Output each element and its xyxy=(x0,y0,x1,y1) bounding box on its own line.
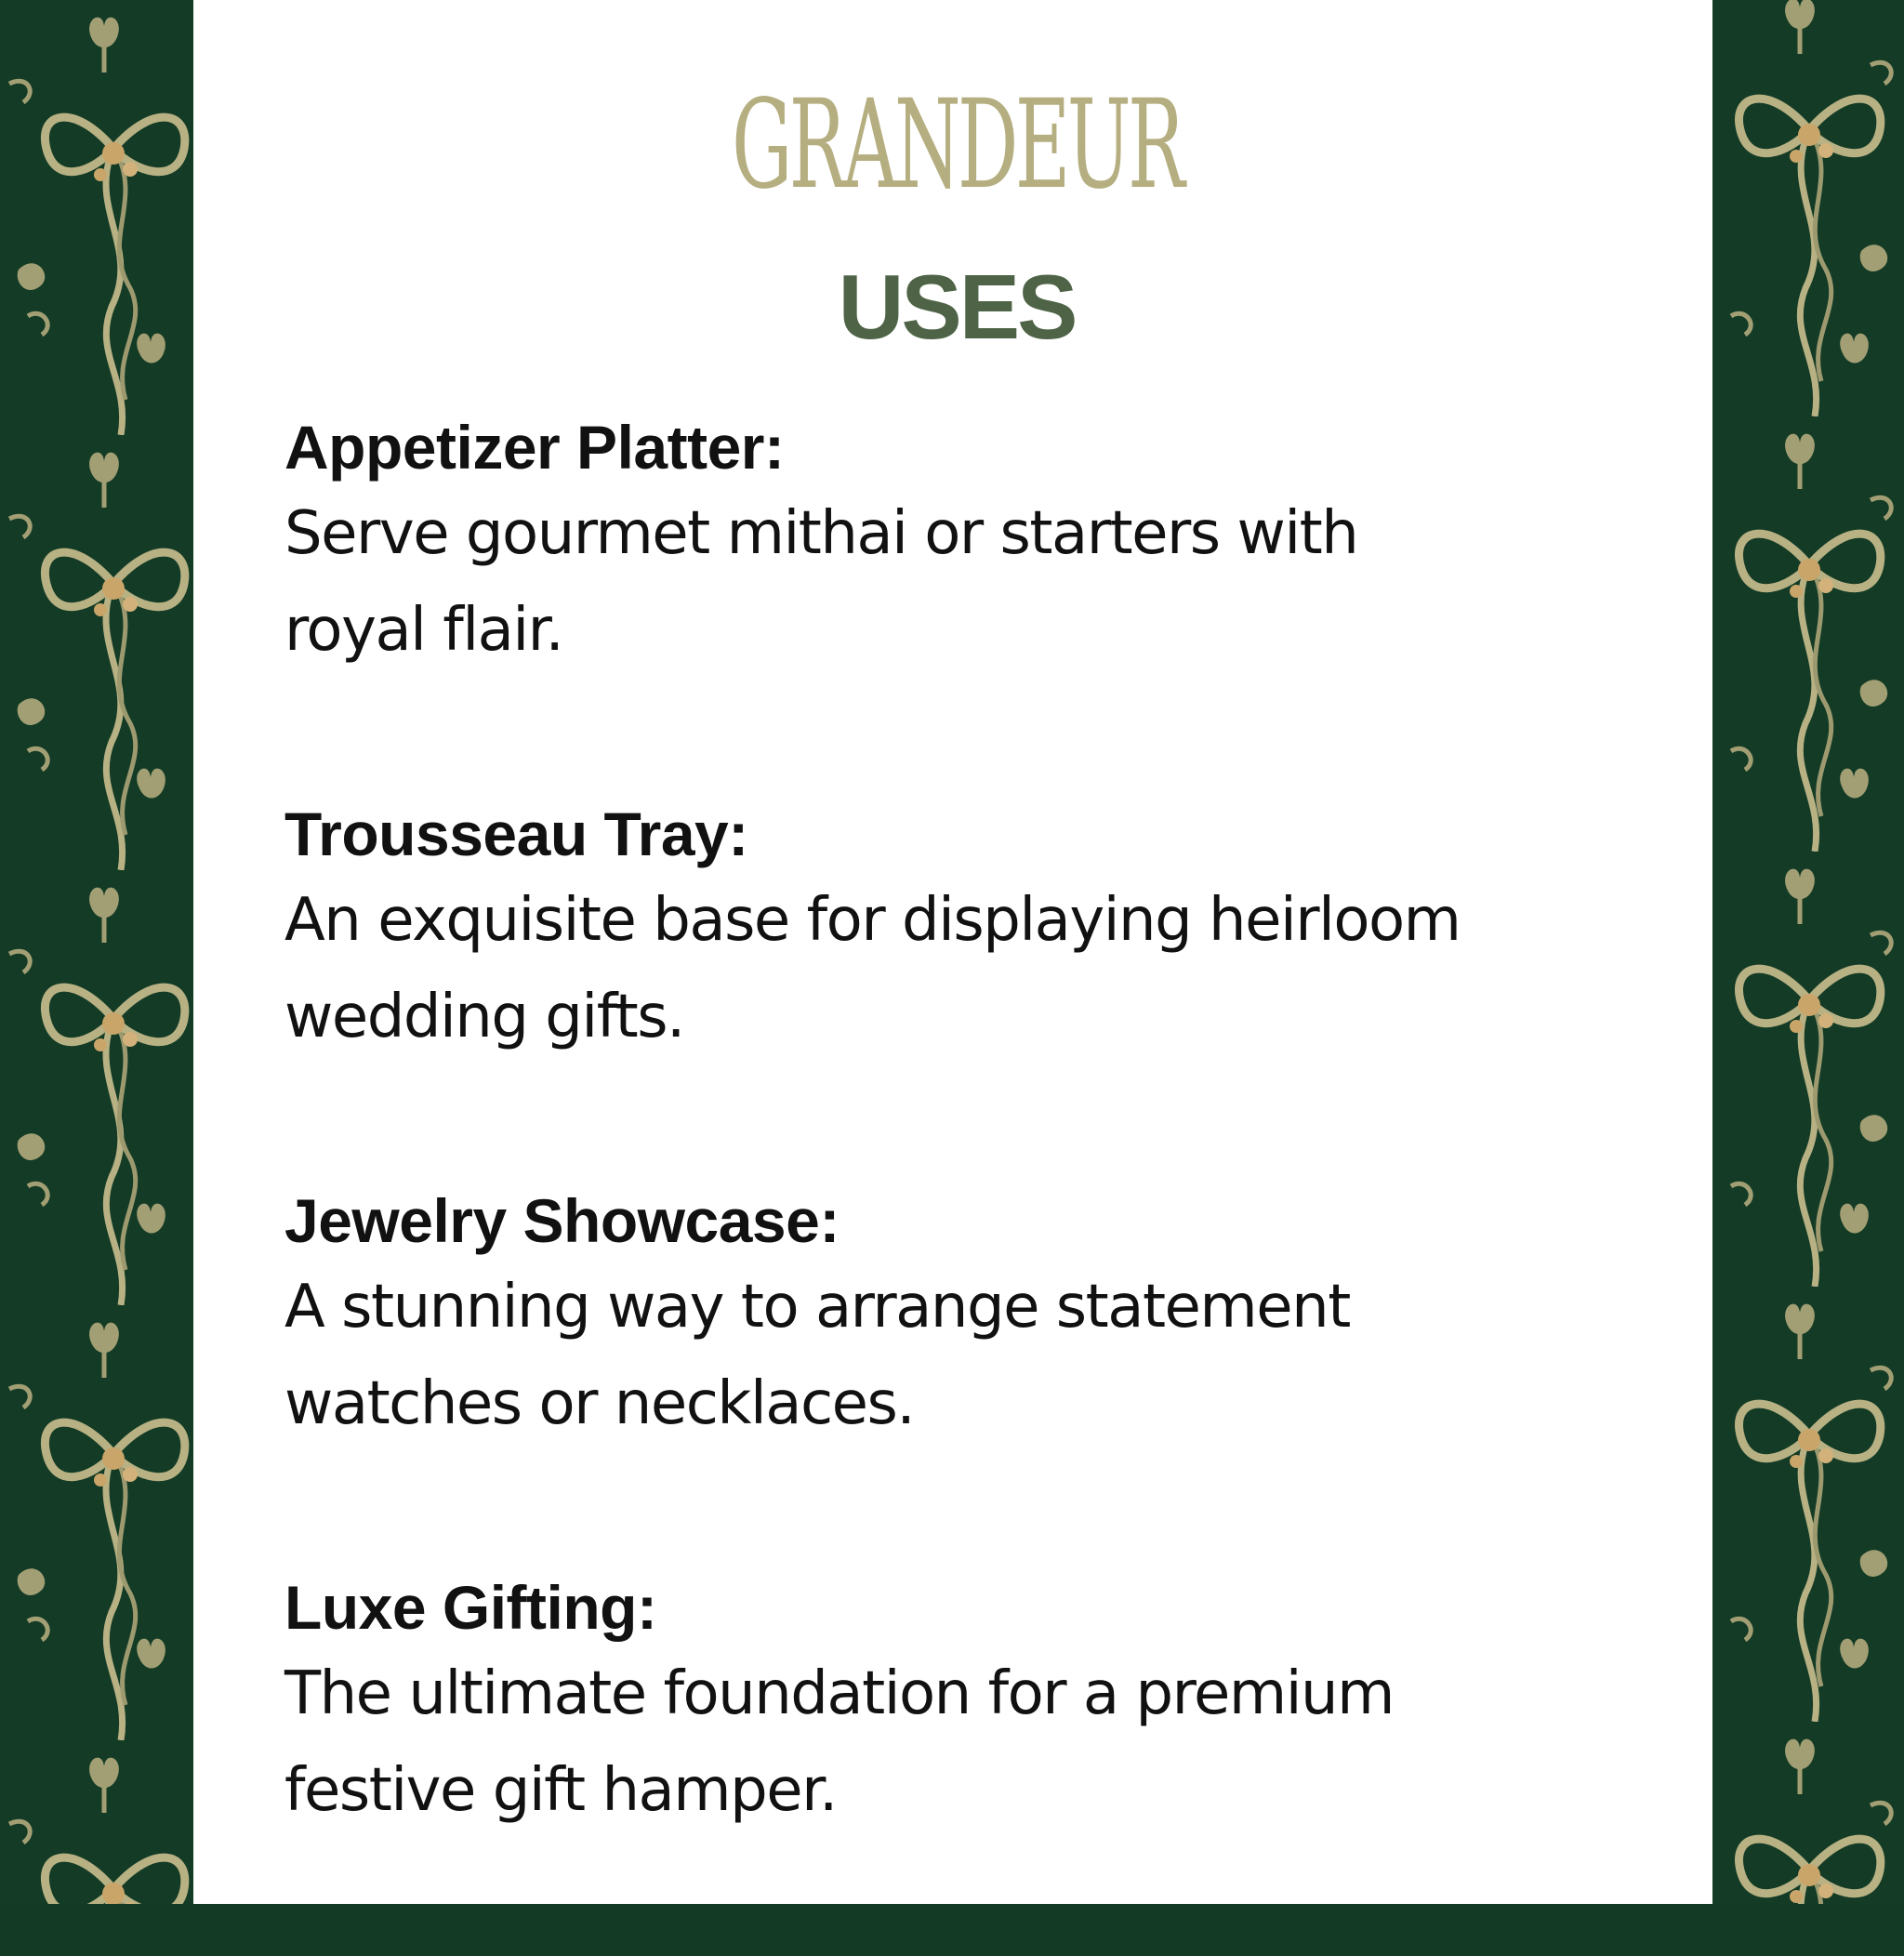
bow-pattern-left xyxy=(0,0,193,1904)
use-description-line: festive gift hamper. xyxy=(284,1756,837,1825)
use-description-line: watches or necklaces. xyxy=(284,1369,915,1438)
use-item-jewelry-showcase xyxy=(284,1183,1642,1569)
use-heading: Jewelry Showcase: xyxy=(284,1186,840,1255)
use-description-line: An exquisite base for displaying heirloom xyxy=(284,886,1461,955)
left-ornamental-border xyxy=(0,0,193,1904)
right-ornamental-border xyxy=(1712,0,1904,1904)
use-description-line: wedding gifts. xyxy=(284,983,684,1051)
brand-logo: GRANDEUR xyxy=(732,73,1182,217)
use-item-trousseau-tray xyxy=(284,796,1642,1183)
use-heading: Appetizer Platter: xyxy=(284,413,785,482)
use-item-appetizer-platter xyxy=(284,409,1642,796)
uses-list xyxy=(284,409,1642,1956)
use-description-line: A stunning way to arrange statement xyxy=(284,1273,1350,1341)
use-description-line: royal flair. xyxy=(284,596,563,665)
use-description-line: The ultimate foundation for a premium xyxy=(284,1659,1394,1728)
use-heading: Trousseau Tray: xyxy=(284,800,748,868)
use-description-line: Serve gourmet mithai or starters with xyxy=(284,499,1358,568)
use-item-luxe-gifting xyxy=(284,1569,1642,1956)
content-panel xyxy=(193,0,1712,1904)
bow-pattern-right xyxy=(1712,0,1904,1904)
section-title: USES xyxy=(838,256,1076,358)
use-heading: Luxe Gifting: xyxy=(284,1573,657,1642)
